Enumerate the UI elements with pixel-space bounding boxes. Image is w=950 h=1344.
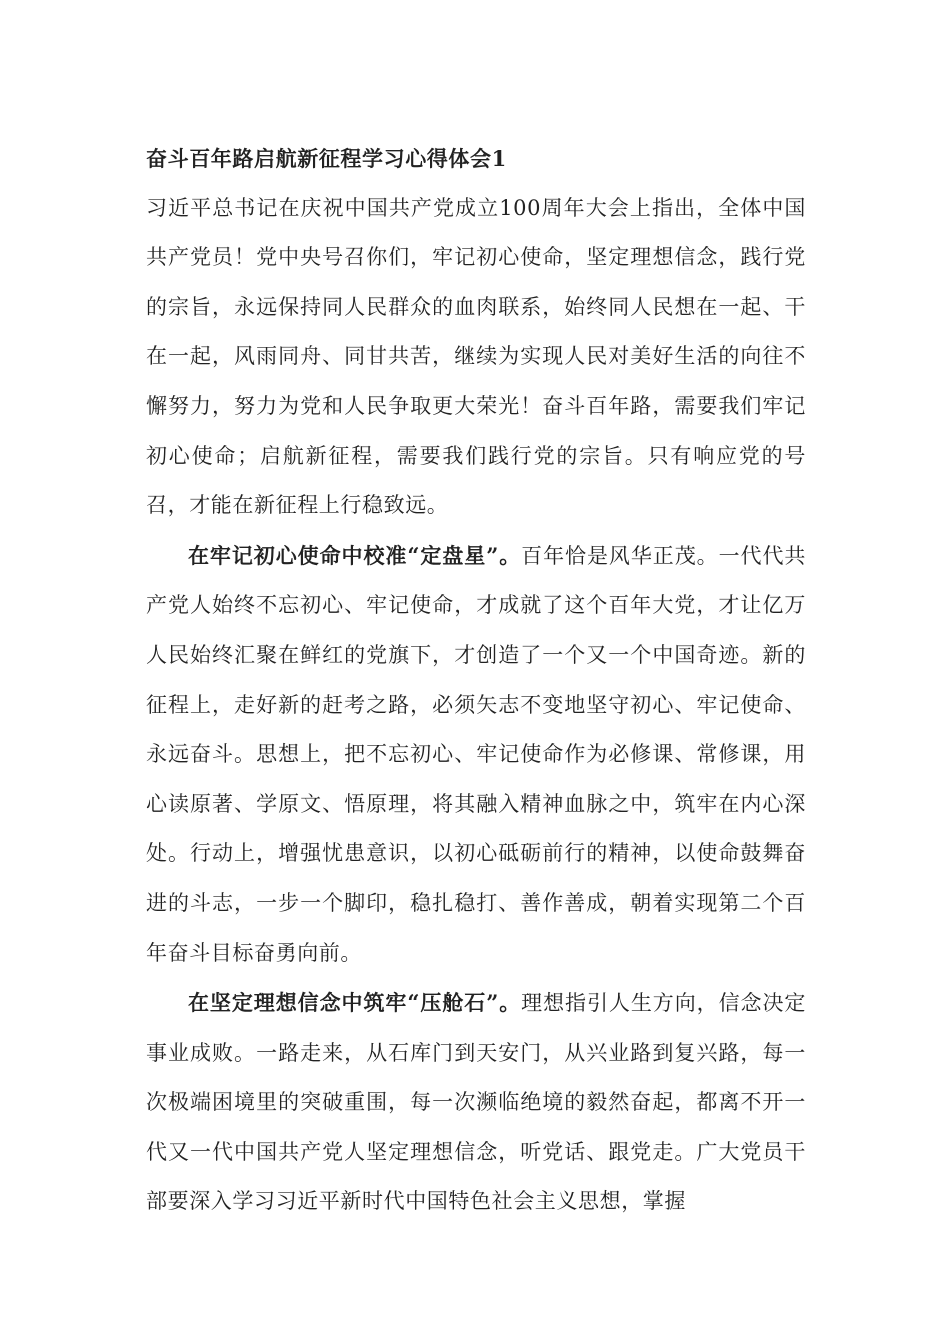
document-body: [146, 134, 806, 1227]
paragraph-intro: [146, 184, 806, 531]
paragraph-initial-mission: [146, 531, 806, 978]
document-title: 奋斗百年路启航新征程学习心得体会1: [146, 146, 507, 171]
paragraph-intro-text: 习近平总书记在庆祝中国共产党成立100周年大会上指出，全体中国共产党员！党中央号召你们，牢记初心使命，坚定理想信念，践行党的宗旨，永远保持同人民群众的血肉联系，始终同人民想在一起、干在一起，风雨同舟、同甘共苦，继续为实现人民对美好生活的向往不懈努力，努力为党和人民争取更大荣光！奋斗百年路，需要我们牢记初心使命；启航新征程，需要我们践行党的宗旨。只有响应党的号召，才能在新征程上行稳致远。: [146, 195, 806, 518]
paragraph-initial-mission-text: 百年恰是风华正茂。一代代共产党人始终不忘初心、牢记使命，才成就了这个百年大党，才让亿万人民始终汇聚在鲜红的党旗下，才创造了一个又一个中国奇迹。新的征程上，走好新的赶考之路，必须矢志不变地坚守初心、牢记使命、永远奋斗。思想上，把不忘初心、牢记使命作为必修课、常修课，用心读原著、学原文、悟原理，将其融入精神血脉之中，筑牢在内心深处。行动上，增强忧患意识，以初心砥砺前行的精神，以使命鼓舞奋进的斗志，一步一个脚印，稳扎稳打、善作善成，朝着实现第二个百年奋斗目标奋勇向前。: [146, 543, 806, 965]
paragraph-initial-mission-heading: 在牢记初心使命中校准“定盘星”。: [188, 542, 522, 568]
paragraph-ideals-conviction-heading: 在坚定理想信念中筑牢“压舱石”。: [188, 990, 522, 1016]
paragraph-ideals-conviction-text: 理想指引人生方向，信念决定事业成败。一路走来，从石库门到天安门，从兴业路到复兴路，每一次极端困境里的突破重围，每一次濒临绝境的毅然奋起，都离不开一代又一代中国共产党人坚定理想信念，听党话、跟党走。广大党员干部要深入学习习近平新时代中国特色社会主义思想，掌握: [146, 991, 806, 1214]
paragraph-ideals-conviction: [146, 978, 806, 1227]
